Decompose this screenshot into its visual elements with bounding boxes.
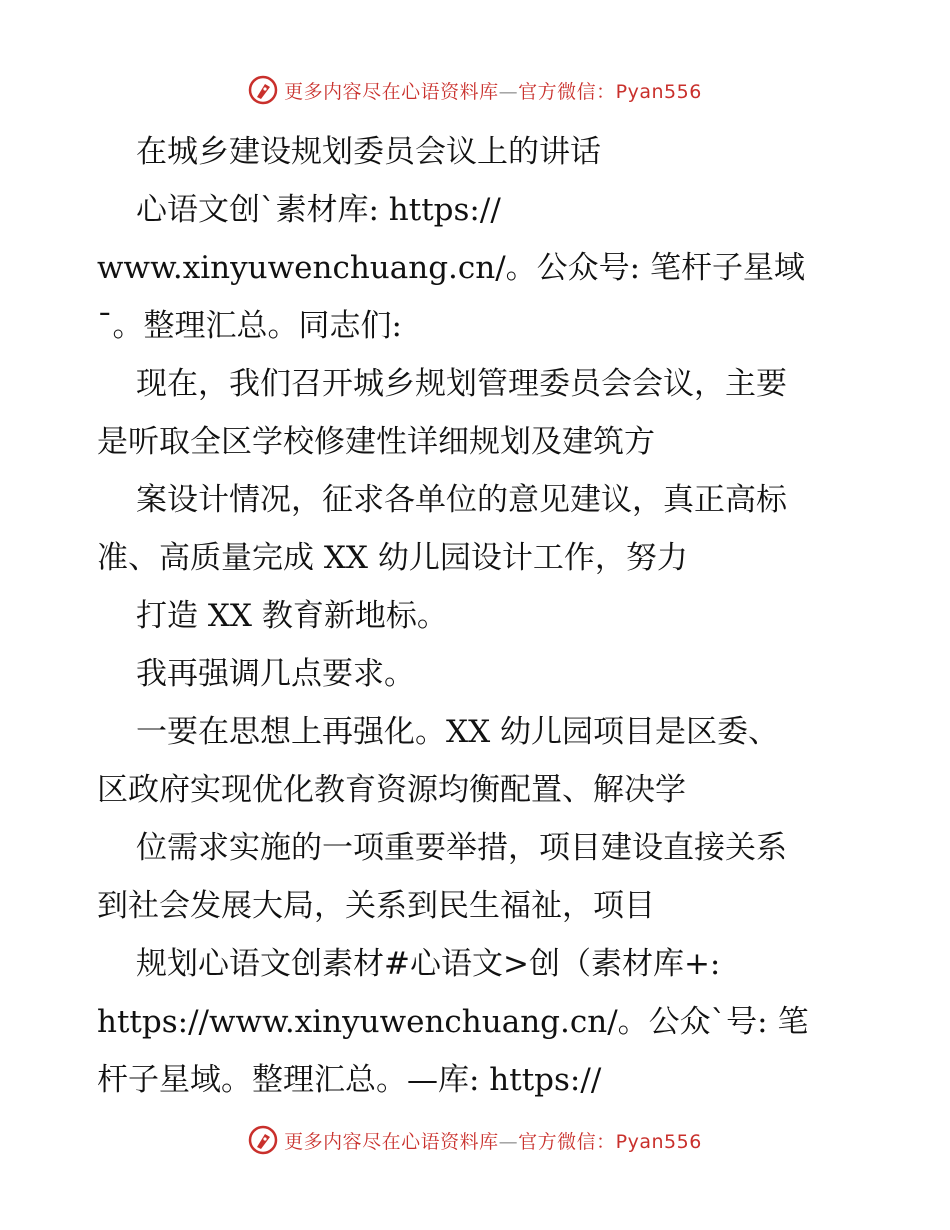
- pen-nib-logo-icon: [248, 1125, 278, 1155]
- paragraph-line: https://www.xinyuwenchuang.cn/。公众`号: 笔: [97, 1004, 809, 1040]
- footer-banner-text: [284, 1127, 702, 1154]
- paragraph-line: 到社会发展大局，关系到民生福祉，项目: [97, 888, 655, 924]
- footer-banner-title: 更多内容尽在心语资料库: [284, 1130, 499, 1153]
- document-body: [97, 123, 857, 1109]
- footer-banner-dash: —: [498, 1130, 519, 1153]
- paragraph-line: www.xinyuwenchuang.cn/。公众号: 笔杆子星域: [97, 250, 805, 286]
- header-banner-dash: —: [498, 80, 519, 103]
- paragraph-line: 打造 XX 教育新地标。: [136, 598, 448, 634]
- paragraph-line: 位需求实施的一项重要举措，项目建设直接关系: [136, 830, 787, 866]
- paragraph-line: ¯。整理汇总。同志们:: [97, 308, 402, 344]
- header-banner: [0, 70, 950, 110]
- paragraph-line: 规划心语文创素材#心语文>创（素材库+:: [136, 946, 721, 982]
- document-title: 在城乡建设规划委员会议上的讲话: [136, 134, 601, 170]
- paragraph-line: 我再强调几点要求。: [136, 656, 415, 692]
- footer-banner: [0, 1120, 950, 1160]
- paragraph-line: 区政府实现优化教育资源均衡配置、解决学: [97, 772, 686, 808]
- paragraph-line: 现在，我们召开城乡规划管理委员会会议，主要: [136, 366, 787, 402]
- paragraph-line: 一要在思想上再强化。XX 幼儿园项目是区委、: [136, 714, 779, 750]
- paragraph-line: 杆子星域。整理汇总。—库: https://: [97, 1062, 602, 1098]
- pen-nib-logo-icon: [248, 75, 278, 105]
- paragraph-line: 是听取全区学校修建性详细规划及建筑方: [97, 424, 655, 460]
- header-banner-title: 更多内容尽在心语资料库: [284, 80, 499, 103]
- paragraph-line: 准、高质量完成 XX 幼儿园设计工作，努力: [97, 540, 688, 576]
- header-banner-suffix: 官方微信：Pyan556: [518, 80, 702, 103]
- header-banner-text: [284, 77, 702, 104]
- paragraph-line: 心语文创`素材库: https://: [136, 192, 501, 228]
- footer-banner-suffix: 官方微信：Pyan556: [518, 1130, 702, 1153]
- paragraph-line: 案设计情况，征求各单位的意见建议，真正高标: [136, 482, 787, 518]
